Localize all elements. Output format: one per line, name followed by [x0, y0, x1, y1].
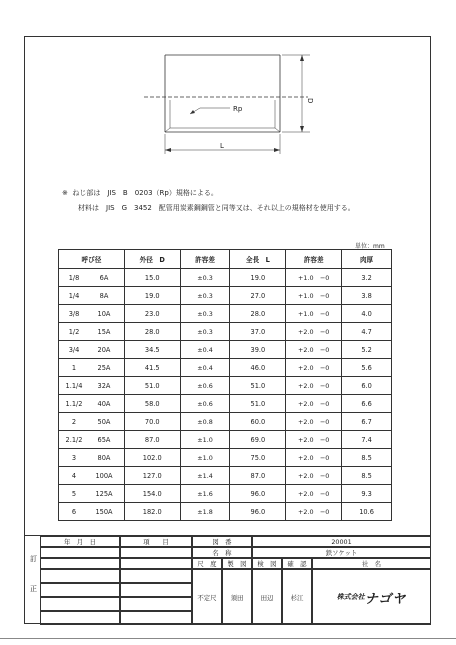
cell-wall-thickness: 7.4	[342, 431, 392, 449]
cell-nominal-a: 6A	[99, 273, 109, 282]
cell-tolerance-l: +2.0 −0	[286, 377, 342, 395]
cell-tolerance-d: ±1.8	[180, 503, 230, 521]
title-block	[24, 535, 431, 624]
cell-nominal	[59, 377, 125, 395]
cell-nominal-a: 150A	[95, 507, 113, 516]
table-row	[59, 395, 392, 413]
cell-nominal-inch: 5	[71, 489, 77, 498]
cell-wall-thickness: 6.6	[342, 395, 392, 413]
header-tolerance-d: 許容差	[180, 250, 230, 269]
cell-nominal	[59, 269, 125, 287]
cell-tolerance-d: ±1.4	[180, 467, 230, 485]
revision-row-6	[40, 611, 120, 625]
date-header: 年 月 日	[40, 536, 120, 547]
cell-outer-diameter: 28.0	[124, 323, 180, 341]
name-label: 名 称	[192, 547, 252, 558]
revision-row-1	[40, 547, 120, 558]
thread-label: Rp	[233, 105, 243, 113]
cell-wall-thickness: 8.5	[342, 449, 392, 467]
cell-length: 39.0	[230, 341, 286, 359]
table-row	[59, 269, 392, 287]
drafted-label: 製 図	[222, 558, 252, 569]
revision-row-4-item	[120, 583, 192, 597]
table-row	[59, 323, 392, 341]
cell-outer-diameter: 34.5	[124, 341, 180, 359]
table-header-row	[59, 250, 392, 269]
cell-nominal	[59, 287, 125, 305]
cell-length: 51.0	[230, 377, 286, 395]
revision-row-4	[40, 583, 120, 597]
cell-outer-diameter: 19.0	[124, 287, 180, 305]
cell-tolerance-d: ±0.3	[180, 269, 230, 287]
cell-nominal	[59, 431, 125, 449]
cell-tolerance-d: ±1.0	[180, 449, 230, 467]
cell-length: 28.0	[230, 305, 286, 323]
cell-wall-thickness: 6.0	[342, 377, 392, 395]
table-row	[59, 467, 392, 485]
revision-row-2-item	[120, 558, 192, 569]
cell-outer-diameter: 15.0	[124, 269, 180, 287]
part-name: 鉄ソケット	[252, 547, 431, 558]
approved-label: 確 認	[282, 558, 312, 569]
cell-outer-diameter: 154.0	[124, 485, 180, 503]
cell-nominal-a: 80A	[97, 453, 111, 462]
revision-row-3	[40, 569, 120, 583]
table-row	[59, 449, 392, 467]
header-outer-diameter: 外径 D	[124, 250, 180, 269]
cell-tolerance-l: +2.0 −0	[286, 413, 342, 431]
cell-tolerance-l: +2.0 −0	[286, 503, 342, 521]
table-row	[59, 377, 392, 395]
cell-length: 96.0	[230, 485, 286, 503]
cell-nominal-a: 32A	[97, 381, 111, 390]
page-bottom-rule	[0, 638, 456, 639]
cell-outer-diameter: 70.0	[124, 413, 180, 431]
cell-tolerance-d: ±0.6	[180, 395, 230, 413]
cell-nominal-inch: 3	[71, 453, 77, 462]
note-thread-text: ねじ部は JIS B 0203（Rp）規格による。	[72, 189, 218, 197]
cell-nominal	[59, 449, 125, 467]
cell-nominal-a: 8A	[99, 291, 109, 300]
cell-nominal-inch: 1/2	[68, 327, 80, 336]
cell-length: 96.0	[230, 503, 286, 521]
cell-outer-diameter: 51.0	[124, 377, 180, 395]
cell-nominal-inch: 3/4	[68, 345, 80, 354]
cell-nominal	[59, 341, 125, 359]
cell-wall-thickness: 9.3	[342, 485, 392, 503]
drawing-no-label: 図 番	[192, 536, 252, 547]
cell-tolerance-l: +1.0 −0	[286, 269, 342, 287]
cell-wall-thickness: 3.2	[342, 269, 392, 287]
cell-length: 27.0	[230, 287, 286, 305]
cell-nominal-inch: 1.1/4	[65, 381, 83, 390]
cell-nominal-a: 125A	[95, 489, 113, 498]
cell-nominal-inch: 1	[71, 363, 77, 372]
cell-outer-diameter: 58.0	[124, 395, 180, 413]
cell-nominal-inch: 2	[71, 417, 77, 426]
cell-wall-thickness: 3.8	[342, 287, 392, 305]
cell-outer-diameter: 23.0	[124, 305, 180, 323]
cell-tolerance-l: +2.0 −0	[286, 359, 342, 377]
table-row	[59, 485, 392, 503]
table-row	[59, 341, 392, 359]
cell-tolerance-l: +2.0 −0	[286, 395, 342, 413]
cell-nominal-inch: 2.1/2	[65, 435, 83, 444]
cell-nominal	[59, 503, 125, 521]
cell-wall-thickness: 8.5	[342, 467, 392, 485]
cell-nominal	[59, 485, 125, 503]
cell-nominal-inch: 1/8	[68, 273, 80, 282]
cell-tolerance-d: ±1.6	[180, 485, 230, 503]
cell-nominal-a: 25A	[97, 363, 111, 372]
cell-nominal	[59, 467, 125, 485]
cell-nominal-a: 50A	[97, 417, 111, 426]
cell-length: 51.0	[230, 395, 286, 413]
table-row	[59, 287, 392, 305]
drafted-by: 須田	[222, 569, 252, 625]
cell-wall-thickness: 4.7	[342, 323, 392, 341]
cell-length: 75.0	[230, 449, 286, 467]
cell-tolerance-l: +2.0 −0	[286, 431, 342, 449]
drawing-no: 20001	[252, 536, 431, 547]
company-prefix: 株式会社	[336, 593, 365, 601]
revision-row-5	[40, 597, 120, 611]
cell-nominal-a: 15A	[97, 327, 111, 336]
spec-table	[58, 249, 392, 521]
cell-length: 69.0	[230, 431, 286, 449]
cell-nominal-a: 10A	[97, 309, 111, 318]
note-thread	[62, 189, 218, 198]
cell-tolerance-d: ±0.4	[180, 359, 230, 377]
cell-nominal-a: 40A	[97, 399, 111, 408]
revision-row-6-item	[120, 611, 192, 625]
cell-length: 46.0	[230, 359, 286, 377]
cell-nominal-a: 100A	[95, 471, 113, 480]
scale-value: 不定尺	[192, 569, 222, 625]
cell-nominal-inch: 6	[71, 507, 77, 516]
revision-label-1: 訂	[30, 555, 37, 563]
note-mark: ※	[62, 189, 68, 197]
cell-tolerance-l: +1.0 −0	[286, 287, 342, 305]
table-row	[59, 413, 392, 431]
table-row	[59, 503, 392, 521]
cell-tolerance-d: ±0.4	[180, 341, 230, 359]
cell-nominal	[59, 305, 125, 323]
cell-wall-thickness: 4.0	[342, 305, 392, 323]
cell-nominal-inch: 1.1/2	[65, 399, 83, 408]
cell-tolerance-l: +2.0 −0	[286, 485, 342, 503]
cell-tolerance-d: ±0.3	[180, 323, 230, 341]
table-row	[59, 359, 392, 377]
diameter-label: D	[306, 98, 314, 104]
cell-nominal-a: 65A	[97, 435, 111, 444]
socket-drawing	[130, 50, 330, 165]
checked-by: 田辺	[252, 569, 282, 625]
cell-tolerance-d: ±0.3	[180, 305, 230, 323]
cell-tolerance-d: ±0.8	[180, 413, 230, 431]
cell-length: 37.0	[230, 323, 286, 341]
revision-row-5-item	[120, 597, 192, 611]
cell-nominal-inch: 3/8	[68, 309, 80, 318]
header-nominal: 呼び径	[59, 250, 125, 269]
header-length: 全長 L	[230, 250, 286, 269]
cell-nominal	[59, 395, 125, 413]
cell-tolerance-d: ±1.0	[180, 431, 230, 449]
cell-wall-thickness: 5.2	[342, 341, 392, 359]
cell-tolerance-d: ±0.3	[180, 287, 230, 305]
note-material: 材料は JIS G 3452 配管用炭素鋼鋼管と同等又は、それ以上の規格材を使用する。	[78, 204, 355, 212]
cell-wall-thickness: 10.6	[342, 503, 392, 521]
company-label: 社 名	[312, 558, 431, 569]
unit-label: 単位：mm	[355, 243, 385, 250]
cell-wall-thickness: 6.7	[342, 413, 392, 431]
cell-nominal	[59, 323, 125, 341]
cell-nominal	[59, 413, 125, 431]
cell-tolerance-l: +2.0 −0	[286, 449, 342, 467]
header-tolerance-l: 許容差	[286, 250, 342, 269]
table-row	[59, 431, 392, 449]
cell-nominal-inch: 1/4	[68, 291, 80, 300]
cell-tolerance-l: +2.0 −0	[286, 341, 342, 359]
cell-outer-diameter: 87.0	[124, 431, 180, 449]
cell-tolerance-d: ±0.6	[180, 377, 230, 395]
checked-label: 検 図	[252, 558, 282, 569]
cell-outer-diameter: 182.0	[124, 503, 180, 521]
cell-outer-diameter: 41.5	[124, 359, 180, 377]
approved-by: 杉江	[282, 569, 312, 625]
length-label: L	[220, 142, 224, 150]
revision-label-2: 正	[30, 585, 37, 593]
cell-nominal-inch: 4	[71, 471, 77, 480]
cell-outer-diameter: 102.0	[124, 449, 180, 467]
company-name: ナゴヤ	[364, 591, 407, 607]
cell-nominal	[59, 359, 125, 377]
table-row	[59, 305, 392, 323]
cell-tolerance-l: +2.0 −0	[286, 467, 342, 485]
scale-label: 尺 度	[192, 558, 222, 569]
item-header: 項 目	[120, 536, 192, 547]
header-wall-thickness: 肉厚	[342, 250, 392, 269]
cell-tolerance-l: +1.0 −0	[286, 305, 342, 323]
cell-length: 60.0	[230, 413, 286, 431]
company-logo	[312, 569, 431, 625]
cell-wall-thickness: 5.6	[342, 359, 392, 377]
cell-length: 19.0	[230, 269, 286, 287]
cell-outer-diameter: 127.0	[124, 467, 180, 485]
revision-row-2	[40, 558, 120, 569]
cell-length: 87.0	[230, 467, 286, 485]
revision-row-1-item	[120, 547, 192, 558]
revision-row-3-item	[120, 569, 192, 583]
cell-tolerance-l: +2.0 −0	[286, 323, 342, 341]
cell-nominal-a: 20A	[97, 345, 111, 354]
